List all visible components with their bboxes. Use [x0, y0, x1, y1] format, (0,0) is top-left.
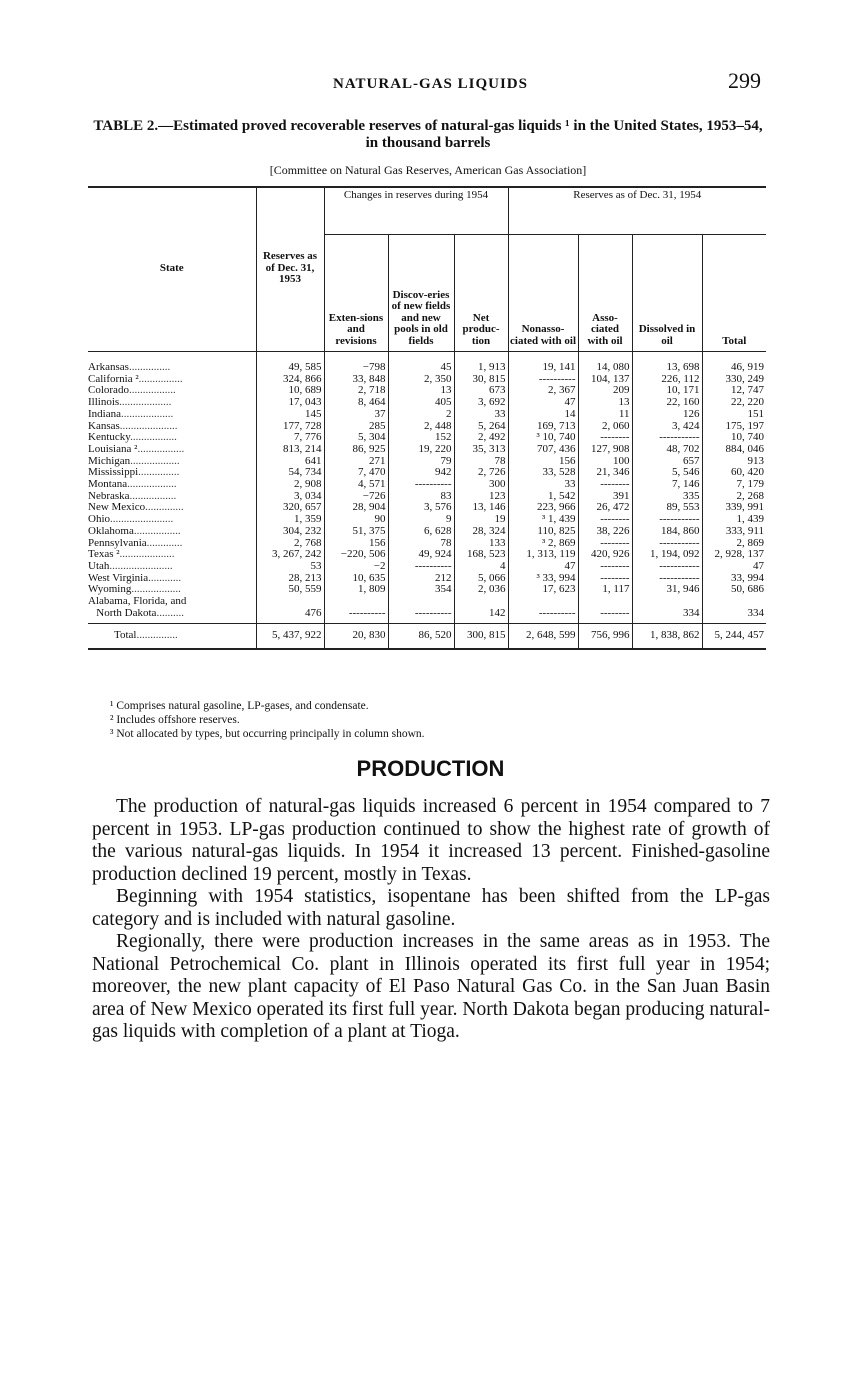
cell-net-production: 30, 815 [454, 374, 508, 386]
cell-total: 60, 420 [702, 467, 766, 479]
cell-associated: 391 [578, 491, 632, 503]
table-body [88, 352, 766, 650]
paragraph-3: Regionally, there were production increases in the same areas as in 1953. The National Petrochemical Co. plant in Illinois operated its first full year in 1954; moreover, the new plant capacity of El Paso Natural Gas Co. in the San Juan Basin area of New Mexico operated its first full year. North Dakota began producing natural-gas liquids with completion of a plant at Tioga. [92, 931, 770, 1042]
leader-dots: .................. [130, 454, 180, 467]
cell-associated: -------- [578, 596, 632, 624]
cell-nonassociated: ³ 10, 740 [508, 432, 578, 444]
cell-net-production: 2, 726 [454, 467, 508, 479]
table-row [88, 526, 766, 538]
leader-dots: ................. [137, 442, 185, 455]
cell-reserves-1953: 10, 689 [256, 385, 324, 397]
state-name: Kentucky [88, 431, 131, 444]
cell-discoveries: 49, 924 [388, 549, 454, 561]
cell-associated: -------- [578, 514, 632, 526]
cell-reserves-1953: 50, 559 [256, 584, 324, 596]
cell-extensions: −726 [324, 491, 388, 503]
leader-dots: ....................... [109, 559, 173, 572]
state-name: West Virginia [88, 571, 149, 584]
cell-reserves-1953: 54, 734 [256, 467, 324, 479]
cell-nonassociated: ---------- [508, 596, 578, 624]
table-row [88, 397, 766, 409]
cell-discoveries: 45 [388, 352, 454, 374]
header-extensions: Exten-sions and revisions [324, 235, 388, 352]
state-name-line2: North Dakota [96, 606, 157, 619]
table-row [88, 584, 766, 596]
cell-total: 1, 439 [702, 514, 766, 526]
state-name: New Mexico [88, 501, 146, 514]
state-name: Kansas [88, 419, 120, 432]
leader-dots: ................. [129, 489, 177, 502]
state-name: Texas ² [88, 548, 120, 561]
cell-discoveries: 152 [388, 432, 454, 444]
cell-reserves-1953: 53 [256, 561, 324, 573]
cell-extensions: 28, 904 [324, 502, 388, 514]
leader-dots: ............. [146, 536, 183, 549]
cell-reserves-1953: 3, 267, 242 [256, 549, 324, 561]
cell-net-production: 123 [454, 491, 508, 503]
cell-discoveries: 2, 448 [388, 421, 454, 433]
cell-associated: -------- [578, 538, 632, 550]
table-row [88, 444, 766, 456]
cell-extensions: 7, 470 [324, 467, 388, 479]
leader-dots: ............... [128, 361, 171, 373]
cell-discoveries: 83 [388, 491, 454, 503]
cell-reserves-1953: 1, 359 [256, 514, 324, 526]
cell-associated: 209 [578, 385, 632, 397]
paragraph-2: Beginning with 1954 statistics, isopentane has been shifted from the LP-gas category and is included with natural gasoline. [92, 886, 770, 930]
cell-dissolved: 1, 194, 092 [632, 549, 702, 561]
cell-nonassociated: 1, 542 [508, 491, 578, 503]
cell-net-production: 300, 815 [454, 624, 508, 649]
cell-dissolved: 126 [632, 409, 702, 421]
state-name: Indiana [88, 407, 121, 420]
table-subtitle: [Committee on Natural Gas Reserves, American Gas Association] [269, 163, 587, 177]
footnote-2: ² Includes offshore reserves. [110, 714, 240, 726]
cell-discoveries: 13 [388, 385, 454, 397]
cell-total: 151 [702, 409, 766, 421]
cell-reserves-1953: 3, 034 [256, 491, 324, 503]
cell-discoveries: 212 [388, 573, 454, 585]
cell-dissolved: ----------- [632, 538, 702, 550]
header-associated: Asso-ciated with oil [578, 235, 632, 352]
cell-net-production: 5, 066 [454, 573, 508, 585]
cell-dissolved: 89, 553 [632, 502, 702, 514]
cell-extensions: 20, 830 [324, 624, 388, 649]
state-name: Colorado [88, 384, 129, 397]
cell-associated: -------- [578, 573, 632, 585]
header-reserves-1954-group: Reserves as of Dec. 31, 1954 [508, 187, 766, 235]
table-row-total [88, 624, 766, 649]
cell-associated: -------- [578, 432, 632, 444]
cell-total: 33, 994 [702, 573, 766, 585]
table-row [88, 374, 766, 386]
cell-extensions: 4, 571 [324, 479, 388, 491]
cell-total: 2, 268 [702, 491, 766, 503]
cell-extensions: 285 [324, 421, 388, 433]
cell-associated: 100 [578, 456, 632, 468]
cell-net-production: 1, 913 [454, 352, 508, 374]
footnote-3: ³ Not allocated by types, but occurring principally in column shown. [110, 728, 425, 740]
production-body [92, 796, 770, 1044]
cell-nonassociated: ---------- [508, 374, 578, 386]
state-name: Oklahoma [88, 524, 134, 537]
cell-total: 333, 911 [702, 526, 766, 538]
cell-reserves-1953: 2, 768 [256, 538, 324, 550]
cell-net-production: 19 [454, 514, 508, 526]
cell-reserves-1953: 2, 908 [256, 479, 324, 491]
leader-dots: ....................... [110, 513, 174, 526]
cell-extensions: 5, 304 [324, 432, 388, 444]
header-changes-group: Changes in reserves during 1954 [324, 187, 508, 235]
cell-dissolved: 22, 160 [632, 397, 702, 409]
leader-dots: ............ [148, 571, 182, 584]
cell-net-production: 673 [454, 385, 508, 397]
cell-associated: 14, 080 [578, 352, 632, 374]
cell-extensions: 2, 718 [324, 385, 388, 397]
total-label: Total [114, 629, 137, 642]
cell-dissolved: 31, 946 [632, 584, 702, 596]
cell-discoveries: 79 [388, 456, 454, 468]
cell-associated: 38, 226 [578, 526, 632, 538]
cell-nonassociated: 707, 436 [508, 444, 578, 456]
cell-associated: 756, 996 [578, 624, 632, 649]
leader-dots: ................ [138, 372, 183, 385]
cell-dissolved: 334 [632, 596, 702, 624]
state-cell [88, 624, 256, 649]
cell-net-production: 133 [454, 538, 508, 550]
cell-nonassociated: ³ 2, 869 [508, 538, 578, 550]
header-net-production: Net produc-tion [454, 235, 508, 352]
cell-reserves-1953: 177, 728 [256, 421, 324, 433]
cell-discoveries: 78 [388, 538, 454, 550]
state-name: Utah [88, 559, 110, 572]
table-row-last [88, 596, 766, 624]
cell-dissolved: 5, 546 [632, 467, 702, 479]
cell-reserves-1953: 7, 776 [256, 432, 324, 444]
cell-discoveries: ---------- [388, 561, 454, 573]
cell-dissolved: ----------- [632, 561, 702, 573]
footnote-1: ¹ Comprises natural gasoline, LP-gases, and condensate. [110, 700, 369, 712]
cell-total: 339, 991 [702, 502, 766, 514]
cell-discoveries: 405 [388, 397, 454, 409]
cell-total: 10, 740 [702, 432, 766, 444]
cell-associated: 104, 137 [578, 374, 632, 386]
cell-reserves-1953: 28, 213 [256, 573, 324, 585]
cell-associated: 11 [578, 409, 632, 421]
cell-nonassociated: 47 [508, 561, 578, 573]
cell-discoveries: 2, 350 [388, 374, 454, 386]
paragraph-1: The production of natural-gas liquids increased 6 percent in 1954 compared to 7 percent in 1953. LP-gas production continued to show the highest rate of growth of the various natural-gas liquids. In 1954 it increased 13 percent. Finished-gasoline production declined 19 percent, mostly in Texas. [92, 796, 770, 885]
state-name: Nebraska [88, 489, 130, 502]
header-dissolved: Dissolved in oil [632, 235, 702, 352]
state-name-line1: Alabama, Florida, and [88, 595, 187, 608]
cell-dissolved: 335 [632, 491, 702, 503]
cell-extensions: 37 [324, 409, 388, 421]
cell-nonassociated: 47 [508, 397, 578, 409]
header-reserves-1953: Reserves as of Dec. 31, 1953 [256, 187, 324, 352]
cell-discoveries: 86, 520 [388, 624, 454, 649]
leader-dots: ................. [130, 431, 177, 444]
cell-net-production: 2, 036 [454, 584, 508, 596]
header-total: Total [702, 235, 766, 352]
cell-extensions: 271 [324, 456, 388, 468]
state-name: Michigan [88, 454, 131, 467]
cell-extensions: 33, 848 [324, 374, 388, 386]
cell-discoveries: ---------- [388, 596, 454, 624]
cell-total: 22, 220 [702, 397, 766, 409]
cell-total: 2, 928, 137 [702, 549, 766, 561]
cell-total: 7, 179 [702, 479, 766, 491]
running-title: NATURAL-GAS LIQUIDS [332, 76, 528, 92]
cell-reserves-1953: 5, 437, 922 [256, 624, 324, 649]
state-name: Mississippi [88, 466, 139, 479]
leader-dots: ............... [136, 629, 178, 642]
cell-total: 330, 249 [702, 374, 766, 386]
production-heading: PRODUCTION [356, 756, 505, 781]
cell-discoveries: 6, 628 [388, 526, 454, 538]
cell-associated: -------- [578, 561, 632, 573]
header-state: State [88, 187, 256, 352]
cell-extensions: 8, 464 [324, 397, 388, 409]
cell-extensions: 156 [324, 538, 388, 550]
cell-total: 334 [702, 596, 766, 624]
leader-dots: ................... [119, 396, 172, 409]
table-row [88, 561, 766, 573]
cell-nonassociated: 1, 313, 119 [508, 549, 578, 561]
cell-total: 12, 747 [702, 385, 766, 397]
cell-associated: 127, 908 [578, 444, 632, 456]
leader-dots: .............. [145, 501, 184, 514]
table-row [88, 409, 766, 421]
cell-extensions: 86, 925 [324, 444, 388, 456]
leader-dots: .................. [127, 478, 177, 491]
cell-associated: 21, 346 [578, 467, 632, 479]
cell-net-production: 28, 324 [454, 526, 508, 538]
state-name: Ohio [88, 513, 110, 526]
cell-associated: -------- [578, 479, 632, 491]
cell-net-production: 300 [454, 479, 508, 491]
cell-net-production: 2, 492 [454, 432, 508, 444]
cell-total: 913 [702, 456, 766, 468]
cell-net-production: 142 [454, 596, 508, 624]
cell-nonassociated: 110, 825 [508, 526, 578, 538]
state-name: Pennsylvania [88, 536, 147, 549]
cell-reserves-1953: 304, 232 [256, 526, 324, 538]
cell-reserves-1953: 320, 657 [256, 502, 324, 514]
leader-dots: ................. [133, 524, 181, 537]
cell-reserves-1953: 17, 043 [256, 397, 324, 409]
page-number: 299 [728, 68, 761, 93]
cell-total: 46, 919 [702, 352, 766, 374]
cell-nonassociated: 33, 528 [508, 467, 578, 479]
state-name: California ² [88, 372, 139, 385]
cell-nonassociated: 223, 966 [508, 502, 578, 514]
cell-nonassociated: 156 [508, 456, 578, 468]
state-name: Arkansas [88, 361, 129, 373]
cell-total: 47 [702, 561, 766, 573]
leader-dots: .................... [119, 548, 175, 561]
cell-dissolved: ----------- [632, 573, 702, 585]
cell-associated: 26, 472 [578, 502, 632, 514]
cell-associated: 420, 926 [578, 549, 632, 561]
cell-discoveries: 942 [388, 467, 454, 479]
cell-dissolved: 7, 146 [632, 479, 702, 491]
cell-reserves-1953: 476 [256, 596, 324, 624]
cell-associated: 13 [578, 397, 632, 409]
cell-net-production: 33 [454, 409, 508, 421]
cell-total: 5, 244, 457 [702, 624, 766, 649]
cell-associated: 2, 060 [578, 421, 632, 433]
cell-extensions: 51, 375 [324, 526, 388, 538]
cell-extensions: 90 [324, 514, 388, 526]
cell-nonassociated: 33 [508, 479, 578, 491]
leader-dots: ..................... [119, 419, 178, 432]
cell-nonassociated: 17, 623 [508, 584, 578, 596]
cell-extensions: 1, 809 [324, 584, 388, 596]
cell-discoveries: 19, 220 [388, 444, 454, 456]
cell-dissolved: 3, 424 [632, 421, 702, 433]
state-name: Montana [88, 478, 128, 491]
cell-reserves-1953: 813, 214 [256, 444, 324, 456]
cell-extensions: −220, 506 [324, 549, 388, 561]
cell-discoveries: 354 [388, 584, 454, 596]
cell-net-production: 4 [454, 561, 508, 573]
cell-dissolved: 1, 838, 862 [632, 624, 702, 649]
cell-extensions: −2 [324, 561, 388, 573]
cell-dissolved: 226, 112 [632, 374, 702, 386]
cell-associated: 1, 117 [578, 584, 632, 596]
cell-dissolved: ----------- [632, 514, 702, 526]
state-cell [88, 596, 256, 624]
cell-nonassociated: 2, 648, 599 [508, 624, 578, 649]
cell-dissolved: 657 [632, 456, 702, 468]
cell-total: 50, 686 [702, 584, 766, 596]
cell-net-production: 168, 523 [454, 549, 508, 561]
state-cell [88, 352, 256, 374]
reserves-table-wrapper [88, 186, 766, 650]
cell-dissolved: ----------- [632, 432, 702, 444]
cell-total: 2, 869 [702, 538, 766, 550]
leader-dots: ................... [120, 407, 174, 420]
cell-reserves-1953: 145 [256, 409, 324, 421]
cell-net-production: 13, 146 [454, 502, 508, 514]
cell-discoveries: 3, 576 [388, 502, 454, 514]
cell-extensions: 10, 635 [324, 573, 388, 585]
cell-nonassociated: ³ 33, 994 [508, 573, 578, 585]
table-title: TABLE 2.—Estimated proved recoverable reserves of natural-gas liquids ¹ in the United States, 1953–54, in thousand barrels [93, 118, 763, 151]
cell-dissolved: 184, 860 [632, 526, 702, 538]
cell-net-production: 5, 264 [454, 421, 508, 433]
leader-dots: .......... [156, 606, 184, 619]
state-name: Illinois [88, 396, 120, 409]
cell-nonassociated: 14 [508, 409, 578, 421]
cell-net-production: 78 [454, 456, 508, 468]
cell-dissolved: 10, 171 [632, 385, 702, 397]
cell-nonassociated: 169, 713 [508, 421, 578, 433]
cell-reserves-1953: 641 [256, 456, 324, 468]
leader-dots: ................. [128, 384, 176, 397]
cell-discoveries: 2 [388, 409, 454, 421]
table-row [88, 456, 766, 468]
header-discoveries: Discov-eries of new fields and new pools in old fields [388, 235, 454, 352]
cell-nonassociated: 19, 141 [508, 352, 578, 374]
state-name: Wyoming [88, 583, 132, 596]
table-row [88, 352, 766, 374]
cell-discoveries: ---------- [388, 479, 454, 491]
cell-nonassociated: ³ 1, 439 [508, 514, 578, 526]
cell-reserves-1953: 49, 585 [256, 352, 324, 374]
leader-dots: .................. [131, 583, 181, 596]
cell-reserves-1953: 324, 866 [256, 374, 324, 386]
cell-net-production: 35, 313 [454, 444, 508, 456]
cell-discoveries: 9 [388, 514, 454, 526]
cell-extensions: −798 [324, 352, 388, 374]
table-row [88, 573, 766, 585]
table-row [88, 385, 766, 397]
cell-extensions: ---------- [324, 596, 388, 624]
reserves-table [88, 186, 766, 650]
cell-nonassociated: 2, 367 [508, 385, 578, 397]
state-name: Louisiana ² [88, 442, 138, 455]
cell-total: 175, 197 [702, 421, 766, 433]
cell-net-production: 3, 692 [454, 397, 508, 409]
cell-dissolved: 48, 702 [632, 444, 702, 456]
cell-dissolved: 13, 698 [632, 352, 702, 374]
leader-dots: ............... [138, 466, 180, 479]
table-row [88, 479, 766, 491]
header-nonassociated: Nonasso-ciated with oil [508, 235, 578, 352]
cell-total: 884, 046 [702, 444, 766, 456]
